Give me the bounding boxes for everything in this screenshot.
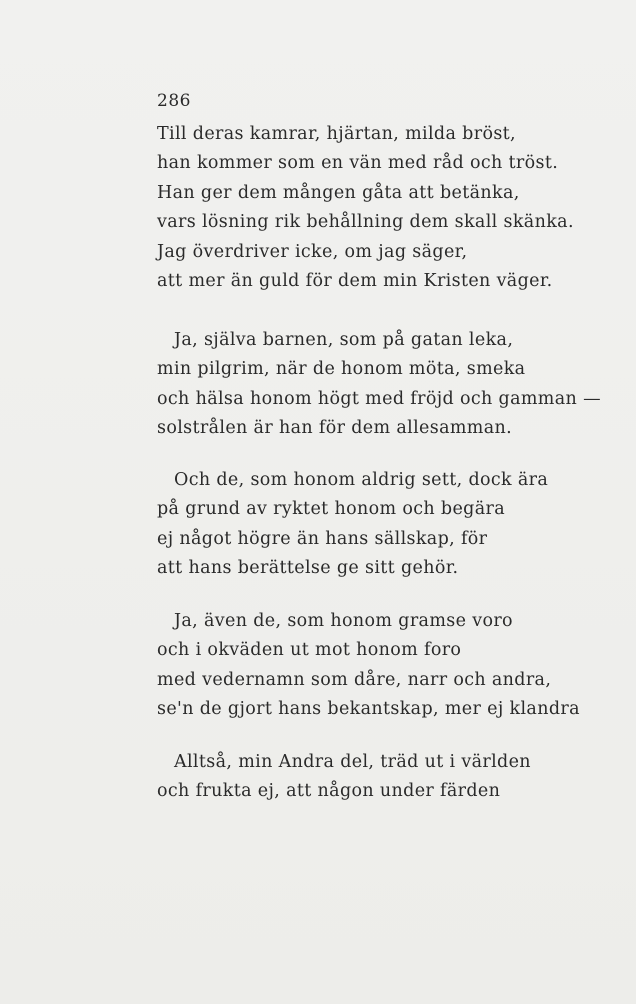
verse-line: och frukta ej, att någon under färden	[157, 781, 501, 802]
verse-line: på grund av ryktet honom och begära	[157, 499, 505, 520]
verse-line: Till deras kamrar, hjärtan, milda bröst,	[157, 124, 516, 144]
verse-line: Ja, även de, som honom gramse voro	[174, 611, 513, 631]
verse-line: att hans berättelse ge sitt gehör.	[157, 558, 459, 579]
verse-line: ej något högre än hans sällskap, för	[157, 528, 488, 549]
verse-line: med vedernamn som dåre, narr och andra,	[157, 669, 552, 690]
stanza-1	[157, 120, 574, 296]
page-number: 286	[157, 91, 191, 111]
verse-line: solstrålen är han för dem allesamman.	[157, 418, 513, 439]
verse-line: Han ger dem mången gåta att betänka,	[157, 182, 520, 203]
verse-line: vars lösning rik behållning dem skall skänka.	[157, 212, 574, 233]
verse-line: Och de, som honom aldrig sett, dock ära	[174, 470, 549, 490]
stanza-4	[157, 607, 580, 725]
verse-line: min pilgrim, när de honom möta, smeka	[157, 359, 526, 380]
verse-line: Jag överdriver icke, om jag säger,	[157, 241, 468, 262]
verse-line: han kommer som en vän med råd och tröst.	[157, 153, 559, 174]
stanza-2	[157, 326, 601, 444]
stanza-3	[157, 466, 548, 584]
stanza-5	[157, 748, 531, 807]
verse-line: Ja, själva barnen, som på gatan leka,	[174, 330, 514, 350]
verse-line: att mer än guld för dem min Kristen väger.	[157, 271, 553, 292]
verse-line: se'n de gjort hans bekantskap, mer ej klandra	[157, 699, 580, 720]
verse-line: och hälsa honom högt med fröjd och gamman —	[157, 388, 601, 409]
verse-line: och i okväden ut mot honom foro	[157, 640, 462, 661]
verse-line: Alltså, min Andra del, träd ut i världen	[174, 752, 531, 772]
